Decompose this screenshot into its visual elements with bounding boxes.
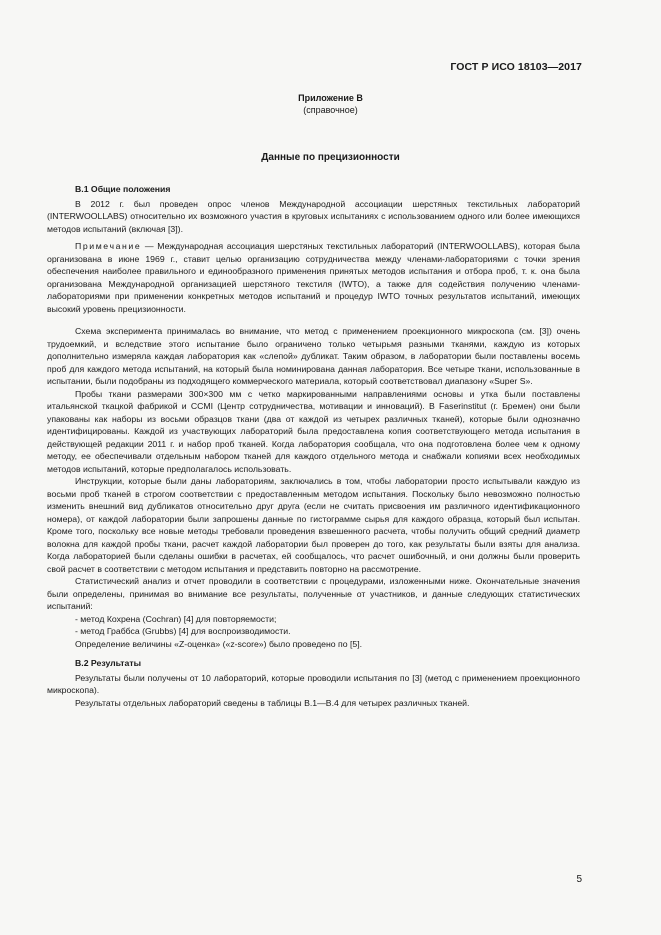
- annex-heading: [0, 92, 661, 116]
- list-item: - метод Граббса (Grubbs) [4] для воспроизводимости.: [75, 626, 291, 636]
- paragraph: Инструкции, которые были даны лабораториям, заключались в том, чтобы лаборатории просто испытывали каждую из восьми проб тканей в строгом соответствии с предоставленным методом испытания. Поскольку было невозможно полностью изменить внешний вид дубликатов относительно друг друга (если не считать присвоения им различного идентификационного номера), от каждой лаборатории были запрошены данные по гистограмме сырья для каждого образца, который был испытан. Кроме того, поскольку все новые методы требовали проведения взвешенного расчета, чтобы получить общий средний диаметр волокна для каждой пробы ткани, расчет каждой лаборатории был проверен до того, как результаты были взяты для анализа. Когда лабораторией были сделаны ошибки в расчетах, ей сообщалось, что расчет ошибочный, и они должны были проверить свой расчет в соответствии с методом испытания и представить повторно на рассмотрение.: [47, 476, 580, 574]
- section-heading-b2: В.2 Результаты: [75, 658, 142, 668]
- page-title: Данные по прецизионности: [261, 152, 400, 163]
- document-body: [47, 183, 580, 709]
- paragraph: Пробы ткани размерами 300×300 мм с четко маркированными направлениями основы и утка были поставлены итальянской ткацкой фабрикой и CCMI (Центр сотрудничества, мотивации и инноваций). В Faserinstitut (г. Бремен) они были упакованы как наборы из восьми образцов ткани (два от каждой из четырех различных тканей), которые были однозначно идентифицированы. Каждой из участвующих лабораторий была предоставлена копия соответствующего метода испытания в действующей редакции 2011 г. и набор проб тканей. Когда лаборатория сообщала, что она подготовлена более чем к одному методу, ее обеспечивали отдельным набором тканей для каждого отдельного метода и снабжали копиями всех необходимых методов испытаний, которые предполагалось использовать.: [47, 388, 580, 474]
- section-heading-b1: В.1 Общие положения: [75, 184, 171, 194]
- paragraph: Статистический анализ и отчет проводили в соответствии с процедурами, изложенными ниже. Окончательные значения были определены, принимая во внимание все результаты, полученные от участников, и данные следующих статистических испытаний:: [47, 576, 580, 611]
- list-item: - метод Кохрена (Cochran) [4] для повторяемости;: [75, 613, 277, 624]
- paragraph: Результаты были получены от 10 лабораторий, которые проводили испытания по [3] (метод с применением проекционного микроскопа).: [47, 672, 580, 695]
- page-number: 5: [576, 874, 582, 885]
- paragraph: Определение величины «Z-оценка» («z-score») было проведено по [5].: [75, 638, 363, 649]
- annex-type: (справочное): [303, 105, 358, 115]
- note-text: — Международная ассоциация шерстяных текстильных лабораторий (INTERWOOLLABS), которая была организована в июне 1969 г., ставит целью организацию сотрудничества между членами-лабораториями с точки зрения обеспечения наиболее правильного и единообразного применения принятых методов испытания и отбора проб, т. к. она была организована Международной организацией шерстяного текстиля (IWTO), а также для содействия получению членами-лабораториями при применении конкретных методов испытаний и процедур IWTO точных результатов испытаний, имеющих высокий уровень прецизионности.: [47, 241, 580, 314]
- note-paragraph: [47, 240, 580, 315]
- paragraph: Схема эксперимента принималась во внимание, что метод с применением проекционного микроскопа (см. [3]) очень трудоемкий, и вследствие этого испытание было ограничено только четырьмя разными тканями, каждую из которых дополнительно измеряла каждая лаборатория как «слепой» дубликат. Таким образом, в лаборатории были поставлены восемь проб для каждого метода испытаний, на который была номинирована данная лаборатория. Все четыре ткани, использованные в испытании, были подобраны из подходящего коммерческого материала, который соответствовал диапазону «Super S».: [47, 326, 580, 386]
- paragraph: Результаты отдельных лабораторий сведены в таблицы В.1—В.4 для четырех различных тканей.: [75, 697, 470, 708]
- note-label: Примечание: [75, 241, 142, 251]
- paragraph: В 2012 г. был проведен опрос членов Международной ассоциации шерстяных текстильных лабораторий (INTERWOOLLABS) относительно их возможного участия в круговых испытаниях с использованием одного или более имеющихся методов испытаний (включая [3]).: [47, 198, 580, 234]
- annex-title: Приложение В: [298, 93, 363, 103]
- standard-header: ГОСТ Р ИСО 18103—2017: [450, 61, 582, 73]
